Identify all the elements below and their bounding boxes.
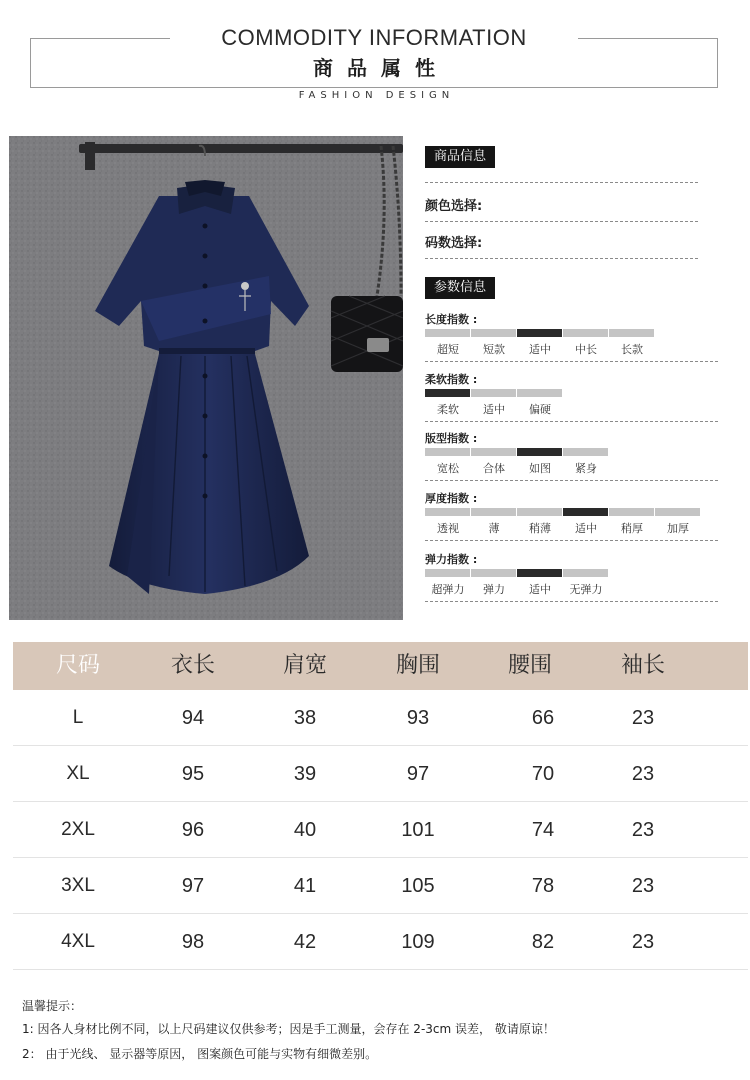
indicator-option: 超短 (437, 343, 459, 356)
measure-cell: 101 (401, 819, 435, 841)
divider (425, 361, 718, 362)
indicator-bar (609, 508, 654, 516)
indicator-bar (563, 448, 608, 456)
measure-cell: 23 (631, 931, 655, 953)
measure-cell: 109 (401, 931, 435, 953)
size-table-header (13, 642, 748, 690)
header-tagline: FASHION DESIGN (298, 90, 455, 101)
measure-cell: 78 (531, 875, 555, 897)
indicator-option: 中长 (575, 343, 597, 356)
divider (425, 182, 698, 183)
measure-cell: 39 (293, 763, 317, 785)
indicator-bar (471, 329, 516, 337)
indicator-bar (471, 389, 516, 397)
indicator-option: 紧身 (575, 462, 597, 475)
indicator-option: 薄 (488, 522, 500, 535)
indicator-bar-selected (563, 508, 608, 516)
header-title-cn: 商品属性 (313, 56, 449, 80)
indicator-option: 透视 (437, 522, 459, 535)
header-cell: 腰围 (507, 653, 552, 678)
dress-illustration (9, 136, 403, 620)
indicator-option: 合体 (483, 462, 505, 475)
table-row (13, 746, 748, 802)
measure-cell: 40 (293, 819, 317, 841)
size-cell: XL (66, 763, 90, 784)
measure-cell: 23 (631, 819, 655, 841)
indicator-label: 柔软指数 : (425, 373, 478, 386)
indicator-option: 无弹力 (569, 583, 603, 596)
indicator-bar (517, 508, 562, 516)
divider (425, 221, 698, 222)
header-cell: 尺码 (55, 653, 100, 678)
indicator-option: 稍薄 (529, 522, 551, 535)
indicator-option: 适中 (529, 583, 551, 596)
indicator-bar-selected (517, 448, 562, 456)
measure-cell: 82 (531, 931, 555, 953)
indicator-label: 长度指数 : (425, 313, 478, 326)
product-photo (9, 136, 403, 620)
header-cell: 胸围 (395, 653, 440, 678)
indicator-option: 稍厚 (621, 522, 643, 535)
param-info-label: 参数信息 (425, 277, 495, 299)
table-row (13, 690, 748, 746)
notes-line-1: 1: 因各人身材比例不同，以上尺码建议仅供参考；因是手工测量，会存在 2-3cm 误差， 敬请原谅！ (22, 1022, 555, 1036)
indicator-option: 适中 (575, 522, 597, 535)
indicator-bar-selected (517, 569, 562, 577)
indicator-option: 柔软 (437, 403, 459, 416)
measure-cell: 23 (631, 707, 655, 729)
measure-cell: 98 (181, 931, 205, 953)
indicator-bar-selected (425, 389, 470, 397)
measure-cell: 97 (406, 763, 430, 785)
indicator-option: 加厚 (667, 522, 689, 535)
indicator-bar (563, 329, 608, 337)
indicator-bar (609, 329, 654, 337)
header-title-en: COMMODITY INFORMATION (170, 24, 578, 52)
measure-cell: 41 (293, 875, 317, 897)
notes-line-2: 2： 由于光线、 显示器等原因， 图案颜色可能与实物有细微差别。 (22, 1047, 378, 1061)
size-select-label: 码数选择: (425, 236, 483, 251)
indicator-option: 超弹力 (431, 583, 465, 596)
indicator-label: 版型指数 : (425, 432, 478, 445)
indicator-option: 长款 (621, 343, 643, 356)
indicator-bar (425, 569, 470, 577)
header-cell: 袖长 (620, 653, 665, 678)
indicator-option: 偏硬 (529, 403, 551, 416)
indicator-bar (425, 329, 470, 337)
product-info-label: 商品信息 (425, 146, 495, 168)
indicator-label: 厚度指数 : (425, 492, 478, 505)
indicator-bar (471, 448, 516, 456)
size-cell: 2XL (61, 819, 95, 840)
color-select-label: 颜色选择: (425, 199, 483, 214)
indicator-option: 宽松 (437, 462, 459, 475)
measure-cell: 97 (181, 875, 205, 897)
indicator-bar (471, 508, 516, 516)
table-row (13, 914, 748, 970)
indicator-bar (655, 508, 700, 516)
measure-cell: 66 (531, 707, 555, 729)
indicator-bar-selected (517, 329, 562, 337)
measure-cell: 96 (181, 819, 205, 841)
indicator-option: 弹力 (483, 583, 505, 596)
table-row (13, 802, 748, 858)
indicator-option: 适中 (483, 403, 505, 416)
indicator-option: 适中 (529, 343, 551, 356)
indicator-bar (517, 389, 562, 397)
size-cell: 3XL (61, 875, 95, 896)
divider (425, 601, 718, 602)
size-cell: L (72, 707, 84, 728)
measure-cell: 93 (406, 707, 430, 729)
measure-cell: 38 (293, 707, 317, 729)
divider (425, 258, 698, 259)
measure-cell: 94 (181, 707, 205, 729)
indicator-bar (563, 569, 608, 577)
indicator-bar (425, 448, 470, 456)
measure-cell: 23 (631, 763, 655, 785)
measure-cell: 42 (293, 931, 317, 953)
indicator-label: 弹力指数 : (425, 553, 478, 566)
table-row (13, 858, 748, 914)
header-cell: 肩宽 (282, 653, 327, 678)
measure-cell: 23 (631, 875, 655, 897)
measure-cell: 105 (401, 875, 435, 897)
notes-title: 温馨提示： (22, 999, 83, 1013)
measure-cell: 95 (181, 763, 205, 785)
indicator-bar (425, 508, 470, 516)
indicator-option: 短款 (483, 343, 505, 356)
divider (425, 540, 718, 541)
measure-cell: 74 (531, 819, 555, 841)
indicator-option: 如图 (529, 462, 551, 475)
header-cell: 衣长 (170, 653, 215, 678)
divider (425, 421, 718, 422)
indicator-bar (471, 569, 516, 577)
measure-cell: 70 (531, 763, 555, 785)
size-cell: 4XL (61, 931, 95, 952)
divider (425, 480, 718, 481)
